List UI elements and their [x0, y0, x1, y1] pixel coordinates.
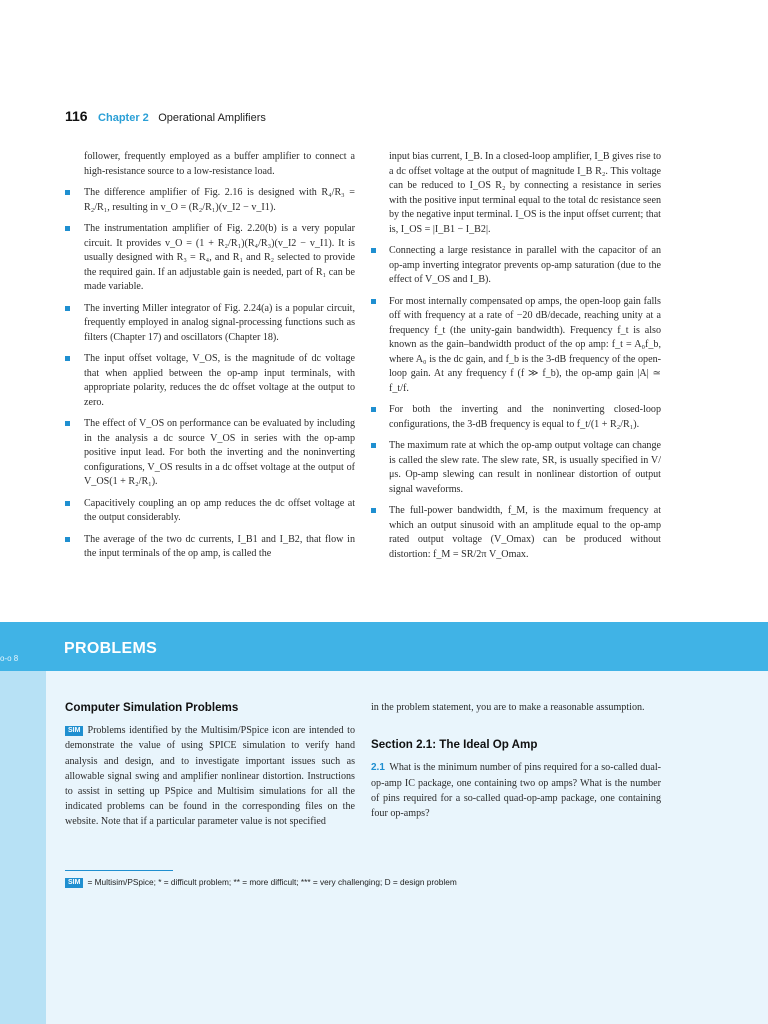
- bullet-square-icon: [65, 356, 70, 361]
- footnote: [65, 877, 457, 888]
- summary-bullet-text: The effect of V_OS on performance can be evaluated by including in the analysis a dc source V_OS in series with the op-amp positive input lead. For both the inverting and the noninverting configurations, V_OS results in a dc offset voltage at the output of V_OS(1 + R₂/R₁).: [84, 418, 355, 487]
- problems-heading: PROBLEMS: [64, 640, 158, 657]
- summary-bullet: [371, 504, 661, 562]
- summary-bullet-text: The average of the two dc currents, I_B1 and I_B2, that flow in the input terminals of the op amp, is called the: [84, 533, 355, 559]
- running-head: [65, 108, 266, 126]
- bullet-square-icon: [371, 407, 376, 412]
- problem-number: 2.1: [371, 762, 385, 774]
- summary-bullet-text: The instrumentation amplifier of Fig. 2.20(b) is a very popular circuit. It provides v_O = (1 + R₂/R₁)(R₄/R₃)(v_I2 − v_I1). It is usually designed with R₃ = R₄, and R₁ and R₂ selected to provide the required gain. If an adjustable gain is needed, part of R₁ can be made variable.: [84, 223, 355, 292]
- summary-left-column: [63, 150, 355, 562]
- bullet-square-icon: [65, 306, 70, 311]
- summary-continuation-text: input bias current, I_B. In a closed-loop amplifier, I_B gives rise to a dc offset voltage at the output of magnitude I_B R₂. This voltage can be reduced to I_OS R₂ by connecting a resistance in series with the positive input terminal equal to the total dc resistance seen by the negative input terminal. I_OS is the input offset current; that is, I_OS = |I_B1 − I_B2|.: [389, 151, 661, 235]
- summary-bullet: [63, 302, 355, 346]
- problem-text: What is the minimum number of pins required for a so-called dual-op-amp IC package, one containing two op amps? What is the number of pins required for a so-called quad-op-amp package, one containing four op-amps?: [371, 762, 661, 820]
- section-heading: Section 2.1: The Ideal Op Amp: [371, 738, 538, 752]
- problems-right-column: [371, 700, 661, 821]
- bullet-square-icon: [65, 190, 70, 195]
- summary-bullet: [371, 244, 661, 288]
- summary-bullet-text: The inverting Miller integrator of Fig. 2.24(a) is a popular circuit, frequently employed in analog signal-processing functions such as filters (Chapter 17) and oscillators (Chapter 18).: [84, 302, 355, 343]
- chapter-label: Chapter 2: [98, 112, 149, 124]
- summary-bullet-text: For most internally compensated op amps, the open-loop gain falls off with frequency at a rate of −20 dB/decade, reaching unity at a frequency f_t (the unity-gain bandwidth). Frequency f_t is also known as the gain–bandwidth product of the op amp: f_t = A₀f_b, where A₀ is the dc gain, and f_b is the 3-dB frequency of the open-loop gain. At any frequency f (f ≫ f_b), the op-amp gain |A| ≃ f_t/f.: [389, 295, 661, 394]
- footnote-text: = Multisim/PSpice; * = difficult problem; ** = more difficult; *** = very challenging; D = design problem: [87, 877, 457, 887]
- computer-simulation-continuation: in the problem statement, you are to make a reasonable assumption.: [371, 702, 645, 713]
- summary-bullet-text: The difference amplifier of Fig. 2.16 is designed with R₄/R₃ = R₂/R₁, resulting in v_O = (R₂/R₁)(v_I2 − v_I1).: [84, 187, 355, 213]
- summary-bullet-text: The maximum rate at which the op-amp output voltage can change is called the slew rate. The slew rate, SR, is usually specified in V/μs. Op-amp slewing can result in nonlinear distortion of output signal waveforms.: [389, 440, 661, 495]
- summary-bullet: [63, 352, 355, 410]
- summary-bullet-text: The full-power bandwidth, f_M, is the maximum frequency at which an output sinusoid with an amplitude equal to the op-amp rated output voltage (V_Omax) can be produced without distortion: f_M = SR/2π V_Omax.: [389, 505, 661, 560]
- summary-bullet-text: Capacitively coupling an op amp reduces the dc offset voltage at the output considerably.: [84, 497, 355, 523]
- summary-bullet-text: The input offset voltage, V_OS, is the magnitude of dc voltage that when applied between the op-amp input terminals, with appropriate polarity, reduces the dc offset voltage at the output to zero.: [84, 353, 355, 408]
- bullet-square-icon: [371, 299, 376, 304]
- computer-simulation-body: Problems identified by the Multisim/PSpice icon are intended to demonstrate the value of using SPICE simulation to verify hand analysis and design, and to investigate important issues such as allowable signal swing and amplifier nonlinear distortion. Instructions to assist in setting up PSpice and Multisim simulations for all the indicated problems can be found in the corresponding files on the website. Note that if a particular parameter value is not specified: [65, 725, 355, 828]
- sim-badge-icon: SIM: [65, 878, 83, 888]
- summary-continuation-text: follower, frequently employed as a buffer amplifier to connect a high-resistance source to a low-resistance load.: [84, 151, 355, 177]
- banner-marks: o-o 8: [0, 654, 19, 663]
- problems-sidebar: [0, 671, 46, 1024]
- bullet-square-icon: [371, 248, 376, 253]
- bullet-square-icon: [65, 226, 70, 231]
- summary-bullet: [63, 222, 355, 295]
- bullet-square-icon: [371, 508, 376, 513]
- bullet-square-icon: [65, 537, 70, 542]
- summary-bullet: [63, 533, 355, 562]
- summary-bullet: [371, 403, 661, 432]
- summary-bullet: [63, 497, 355, 526]
- computer-simulation-heading: Computer Simulation Problems: [65, 701, 239, 714]
- computer-simulation-text: [65, 723, 355, 829]
- bullet-square-icon: [65, 501, 70, 506]
- summary-bullet: [371, 439, 661, 497]
- summary-bullet: [63, 417, 355, 490]
- summary-bullet: [63, 186, 355, 215]
- bullet-square-icon: [371, 443, 376, 448]
- chapter-title: Operational Amplifiers: [158, 112, 266, 124]
- summary-bullet-text: For both the inverting and the noninverting closed-loop configurations, the 3-dB frequency is equal to f_t/(1 + R₂/R₁).: [389, 404, 661, 430]
- summary-bullet-text: Connecting a large resistance in parallel with the capacitor of an op-amp inverting integrator prevents op-amp saturation (due to the effect of V_OS and I_B).: [389, 245, 661, 285]
- sim-badge-icon: SIM: [65, 726, 83, 736]
- bullet-square-icon: [65, 421, 70, 426]
- summary-right-column: [371, 150, 661, 562]
- footnote-divider: [65, 870, 173, 871]
- summary-bullet: [371, 295, 661, 397]
- problem-item: [371, 760, 661, 821]
- page-number: 116: [65, 108, 88, 124]
- problems-left-column: [65, 700, 355, 830]
